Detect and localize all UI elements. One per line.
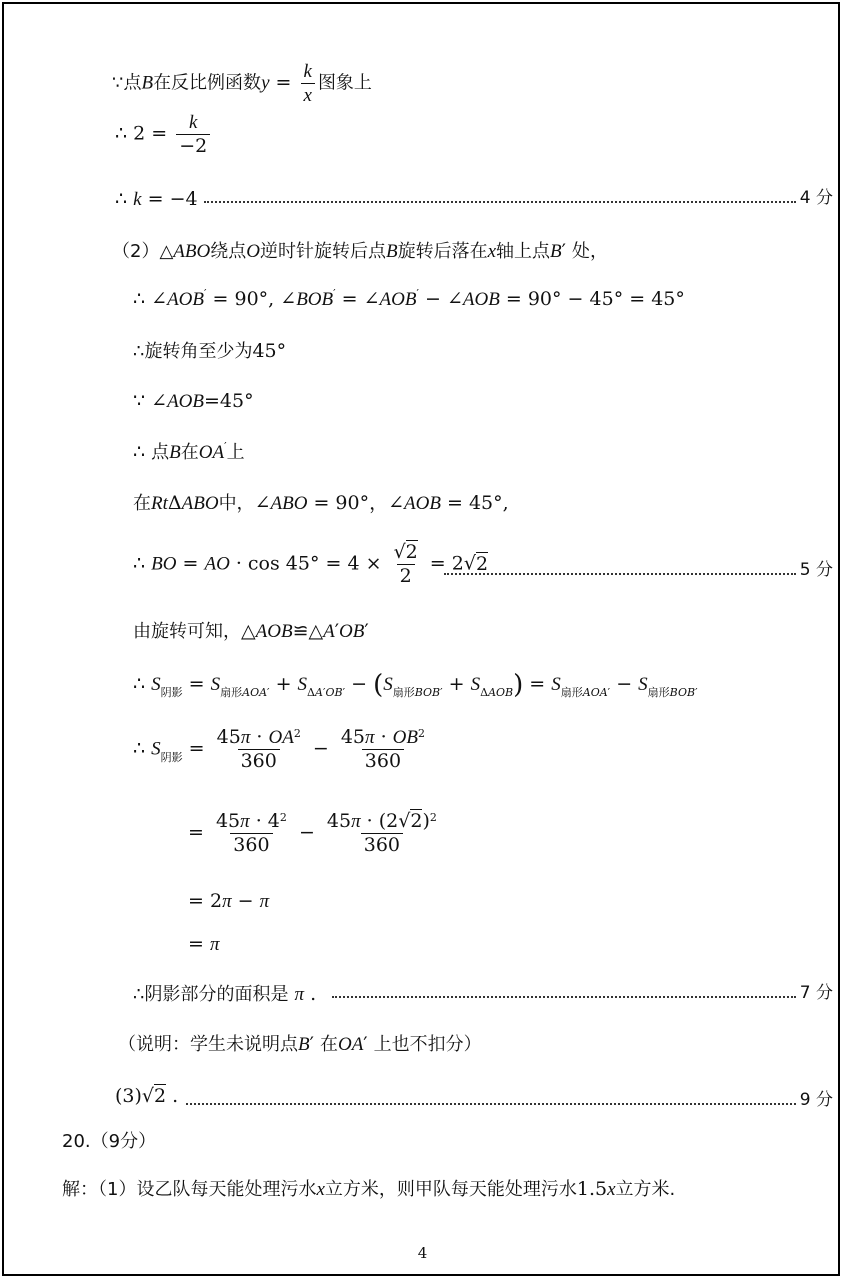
score-5: 5 分 (799, 560, 833, 580)
line-17: ∴阴影部分的面积是 π . (133, 983, 317, 1005)
line-5: ∴ ∠AOB′ = 90°, ∠BOB′ = ∠AOB′ − ∠AOB = 90° − 45° = 45° (133, 287, 685, 310)
line-14: = $\frac{45\pi \cdot 4^2}{360}$ − $\frac{45\pi \cdot (2√2)^2}{360}$ (188, 810, 437, 856)
score-leader-9 (182, 1092, 833, 1109)
line-16: = π (188, 933, 220, 955)
score-9: 9 分 (799, 1090, 833, 1110)
line-7: ∵ ∠AOB=45° (133, 390, 254, 412)
score-7: 7 分 (799, 983, 833, 1003)
line-8: ∴ 点B在OA′上 (133, 440, 245, 463)
line-18: （说明：学生未说明点B′ 在OA′ 上也不扣分） (118, 1033, 482, 1055)
line-21: 解：（1）设乙队每天能处理污水x立方米，则甲队每天能处理污水1.5x立方米. (62, 1178, 676, 1200)
line-19: (3)√2 . (115, 1085, 179, 1107)
line-15: = 2π − π (188, 890, 270, 912)
line-3: ∴ k = −4 (115, 188, 198, 210)
line-1: ∵点B在反比例函数y = $\frac{k}{x}$ 图象上 (112, 61, 372, 106)
line-10: ∴ BO = AO · cos 45° = 4 × $\frac{√2}{2}$ = 2√2 (133, 541, 489, 587)
score-4: 4 分 (799, 188, 833, 208)
line-9: 在RtΔABO中，∠ABO = 90°，∠AOB = 45°, (133, 492, 509, 514)
line-13: ∴ $S_{阴影}$ = $\frac{45\pi \cdot OA^2}{360}$ − $\frac{45\pi \cdot OB^2}{360}$ (133, 726, 425, 772)
page-number: 4 (417, 1244, 428, 1262)
line-11: 由旋转可知，△AOB≌△A′OB′ (133, 620, 369, 642)
line-2: ∴ 2 = $\frac{k}{-2}$ (115, 113, 213, 156)
score-leader-4 (200, 190, 833, 207)
score-leader-5 (440, 562, 833, 579)
line-4: （2）△ABO绕点O逆时针旋转后点B旋转后落在x轴上点B′ 处， (112, 240, 608, 262)
line-12: ∴ $S_{阴影} = S_{扇形AOA'} + S_{\Delta A'OB'} - (S_{扇形BOB'} + S_{\Delta AOB}) = S_{扇形AOA'} - S_{扇形BOB'}$ (133, 670, 698, 700)
score-leader-7 (328, 985, 833, 1002)
question-20-heading: 20.（9分） (62, 1131, 157, 1152)
line-6: ∴旋转角至少为45° (133, 340, 287, 362)
